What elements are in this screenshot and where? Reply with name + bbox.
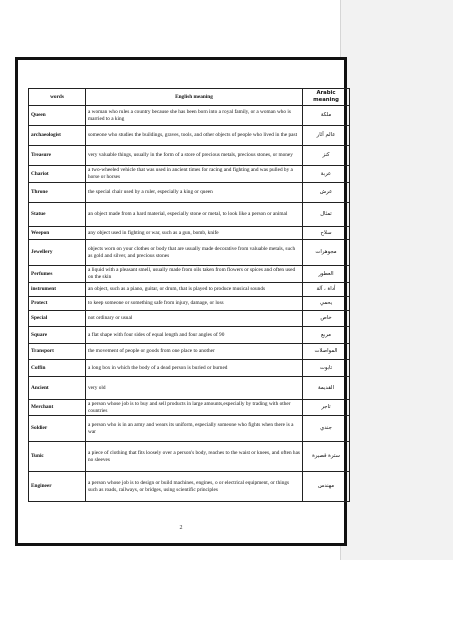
table-row xyxy=(29,183,350,203)
table-row xyxy=(29,442,350,472)
meaning-cell: an object, such as a piano, guitar, or drum, that is played to produce musical sounds xyxy=(86,283,303,297)
table-row xyxy=(29,203,350,227)
arabic-cell: عربة xyxy=(303,166,350,183)
arabic-cell: مجوهرات xyxy=(303,240,350,266)
word-cell: instrument xyxy=(29,283,86,297)
word-cell: Coffin xyxy=(29,360,86,377)
arabic-cell: ملكة xyxy=(303,106,350,126)
meaning-cell: not ordinary or usual xyxy=(86,311,303,327)
table-row xyxy=(29,360,350,377)
meaning-cell: objects worn on your clothes or body that are usually made decorative from valuable metals, such as gold and silver, and precious stones xyxy=(86,240,303,266)
arabic-cell: مربع xyxy=(303,327,350,344)
right-margin-panel xyxy=(340,0,453,560)
arabic-cell: المواصلات xyxy=(303,344,350,360)
table-row xyxy=(29,297,350,311)
meaning-cell: a person who is in an army and wears its uniform, especially someone who fights when there is a war xyxy=(86,416,303,442)
word-cell: Merchant xyxy=(29,400,86,416)
table-row xyxy=(29,240,350,266)
word-cell: Perfumes xyxy=(29,266,86,283)
word-cell: Treasure xyxy=(29,146,86,166)
arabic-cell: سلاح xyxy=(303,227,350,240)
table-row xyxy=(29,377,350,400)
table-row xyxy=(29,311,350,327)
meaning-cell: someone who studies the buildings, graves, tools, and other objects of people who lived in the past xyxy=(86,126,303,146)
header-words: words xyxy=(29,89,86,106)
header-english-meaning: English meaning xyxy=(86,89,303,106)
table-row xyxy=(29,416,350,442)
word-cell: archaeologist xyxy=(29,126,86,146)
arabic-cell: عالم آثار xyxy=(303,126,350,146)
word-cell: Queen xyxy=(29,106,86,126)
word-cell: Transport xyxy=(29,344,86,360)
arabic-cell: تمثال xyxy=(303,203,350,227)
page-number: 2 xyxy=(179,525,183,531)
word-cell: Protect xyxy=(29,297,86,311)
word-cell: Weepon xyxy=(29,227,86,240)
word-cell: Ancient xyxy=(29,377,86,400)
meaning-cell: a piece of clothing that fits loosely over a person's body, reaches to the waist or knees, and often has no sleeves xyxy=(86,442,303,472)
arabic-cell: مهندس xyxy=(303,472,350,502)
document-page xyxy=(15,57,347,546)
table-row xyxy=(29,227,350,240)
table-row xyxy=(29,472,350,502)
vocabulary-table xyxy=(28,88,350,502)
table-row xyxy=(29,266,350,283)
word-cell: Soldier xyxy=(29,416,86,442)
word-cell: Chariot xyxy=(29,166,86,183)
table-row xyxy=(29,400,350,416)
word-cell: Engineer xyxy=(29,472,86,502)
arabic-cell: خاص xyxy=(303,311,350,327)
table-row xyxy=(29,106,350,126)
header-arabic-meaning: Arabic meaning xyxy=(303,89,350,106)
arabic-cell: القديمة xyxy=(303,377,350,400)
meaning-cell: a person whose job is to buy and sell products in large amounts,especially by trading with other countries xyxy=(86,400,303,416)
word-cell: Jewellery xyxy=(29,240,86,266)
meaning-cell: the special chair used by a ruler, especially a king or queen xyxy=(86,183,303,203)
meaning-cell: a person whose job is to design or build machines, engines, o or electrical equipment, or things such as roads, railways, or bridges, using scientific principles xyxy=(86,472,303,502)
meaning-cell: to keep someone or something safe from injury, damage, or loss xyxy=(86,297,303,311)
arabic-cell: أداة ، آلة xyxy=(303,283,350,297)
arabic-cell: العطور xyxy=(303,266,350,283)
arabic-cell: تاجر xyxy=(303,400,350,416)
meaning-cell: a flat shape with four sides of equal length and four angles of 90 xyxy=(86,327,303,344)
meaning-cell: a woman who rules a country because she has been born into a royal family, or a woman who is married to a king xyxy=(86,106,303,126)
meaning-cell: a two-wheeled vehicle that was used in ancient times for racing and fighting and was pulled by a horse or horses xyxy=(86,166,303,183)
arabic-cell: سترة قصيرة xyxy=(303,442,350,472)
arabic-cell: عرش xyxy=(303,183,350,203)
table-row xyxy=(29,344,350,360)
arabic-cell: تابوت xyxy=(303,360,350,377)
word-cell: Throne xyxy=(29,183,86,203)
word-cell: Statue xyxy=(29,203,86,227)
arabic-cell: كنز xyxy=(303,146,350,166)
word-cell: Special xyxy=(29,311,86,327)
meaning-cell: very old xyxy=(86,377,303,400)
meaning-cell: the movement of people or goods from one place to another xyxy=(86,344,303,360)
table-row xyxy=(29,283,350,297)
meaning-cell: a long box in which the body of a dead person is buried or burned xyxy=(86,360,303,377)
table-header-row xyxy=(29,89,350,106)
arabic-cell: جندي xyxy=(303,416,350,442)
arabic-cell: يحمي xyxy=(303,297,350,311)
meaning-cell: a liquid with a pleasant smell, usually made from oils taken from flowers or spices and often used on the skin xyxy=(86,266,303,283)
table-row xyxy=(29,146,350,166)
word-cell: Tunic xyxy=(29,442,86,472)
word-cell: Square xyxy=(29,327,86,344)
meaning-cell: very valuable things, usually in the form of a store of precious metals, precious stones, or money xyxy=(86,146,303,166)
table-row xyxy=(29,327,350,344)
table-row xyxy=(29,166,350,183)
table-row xyxy=(29,126,350,146)
meaning-cell: an object made from a hard material, especially stone or metal, to look like a person or animal xyxy=(86,203,303,227)
meaning-cell: any object used in fighting or war, such as a gun, bomb, knife xyxy=(86,227,303,240)
